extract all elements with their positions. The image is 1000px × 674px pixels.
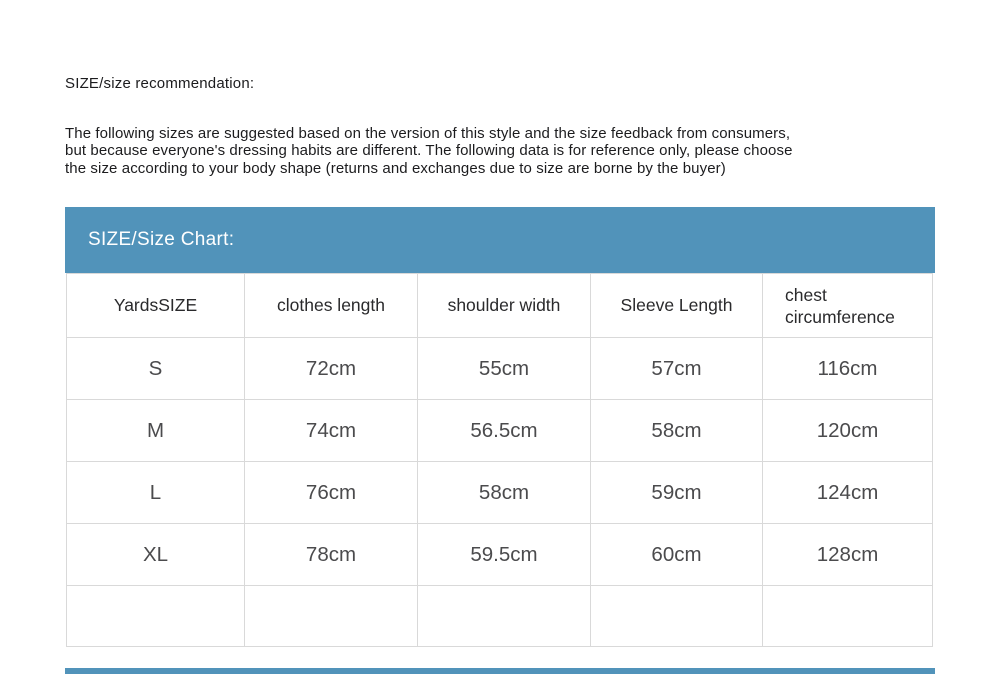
column-header-size: YardsSIZE bbox=[67, 274, 245, 338]
cell-shoulder-width: 55cm bbox=[418, 338, 591, 400]
cell-empty bbox=[591, 586, 763, 647]
cell-size: L bbox=[67, 462, 245, 524]
cell-shoulder-width: 58cm bbox=[418, 462, 591, 524]
cell-chest-circumference: 124cm bbox=[763, 462, 933, 524]
cell-empty bbox=[245, 586, 418, 647]
cell-clothes-length: 78cm bbox=[245, 524, 418, 586]
cell-clothes-length: 72cm bbox=[245, 338, 418, 400]
cell-empty bbox=[763, 586, 933, 647]
cell-sleeve-length: 59cm bbox=[591, 462, 763, 524]
column-header-chest-circumference: chest circumference bbox=[763, 274, 933, 338]
size-description bbox=[65, 125, 945, 177]
table-header-row bbox=[67, 274, 933, 338]
cell-clothes-length: 76cm bbox=[245, 462, 418, 524]
size-chart-table bbox=[66, 273, 933, 647]
size-chart-title: SIZE/Size Chart: bbox=[88, 229, 235, 250]
description-line: the size according to your body shape (returns and exchanges due to size are borne by the buyer) bbox=[65, 159, 726, 177]
cell-chest-circumference: 120cm bbox=[763, 400, 933, 462]
cell-sleeve-length: 57cm bbox=[591, 338, 763, 400]
cell-size: S bbox=[67, 338, 245, 400]
description-line: The following sizes are suggested based on the version of this style and the size feedback from consumers, bbox=[65, 125, 791, 142]
table-row-s bbox=[67, 338, 933, 400]
column-header-shoulder-width: shoulder width bbox=[418, 274, 591, 338]
description-line: but because everyone's dressing habits are different. The following data is for reference only, please choose bbox=[65, 142, 793, 160]
cell-shoulder-width: 56.5cm bbox=[418, 400, 591, 462]
page-title: SIZE/size recommendation: bbox=[65, 75, 255, 92]
table-row-xl bbox=[67, 524, 933, 586]
table-row-l bbox=[67, 462, 933, 524]
cell-chest-circumference: 116cm bbox=[763, 338, 933, 400]
cell-empty bbox=[67, 586, 245, 647]
column-header-clothes-length: clothes length bbox=[245, 274, 418, 338]
cell-size: M bbox=[67, 400, 245, 462]
size-chart-header bbox=[65, 207, 935, 273]
cell-size: XL bbox=[67, 524, 245, 586]
cell-clothes-length: 74cm bbox=[245, 400, 418, 462]
cell-sleeve-length: 60cm bbox=[591, 524, 763, 586]
next-section-header-edge bbox=[65, 668, 935, 674]
table-row-empty bbox=[67, 586, 933, 647]
cell-empty bbox=[418, 586, 591, 647]
cell-chest-circumference: 128cm bbox=[763, 524, 933, 586]
cell-shoulder-width: 59.5cm bbox=[418, 524, 591, 586]
cell-sleeve-length: 58cm bbox=[591, 400, 763, 462]
table-row-m bbox=[67, 400, 933, 462]
column-header-sleeve-length: Sleeve Length bbox=[591, 274, 763, 338]
